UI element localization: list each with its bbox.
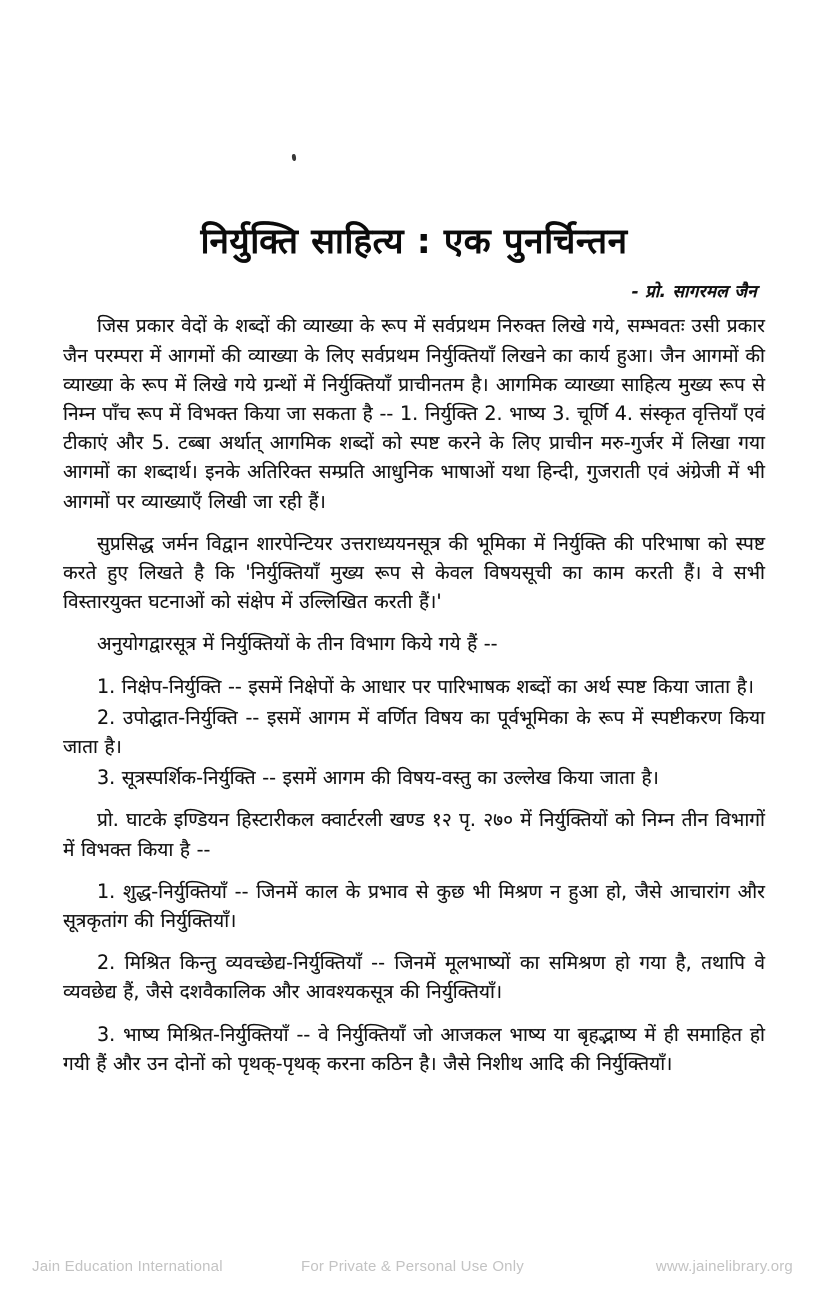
list-one-item-2: 2. उपोद्घात-निर्युक्ति -- इसमें आगम में वर्णित विषय का पूर्वभूमिका के रूप में स्पष्टीकरण किया जाता है।	[63, 705, 765, 758]
list-two-item-2: 2. मिश्रित किन्तु व्यवच्छेद्य-निर्युक्तियाँ -- जिनमें मूलभाष्यों का समिश्रण हो गया है, तथापि वे व्यवछेद्य हैं, जैसे दशवैकालिक और आवश्यकसूत्र की निर्युक्तियाँ।	[63, 951, 765, 1004]
footer-organization: Jain Education International	[32, 1258, 223, 1275]
list-one-item-3: 3. सूत्रस्पर्शिक-निर्युक्ति -- इसमें आगम की विषय-वस्तु का उल्लेख किया जाता है।	[97, 766, 659, 790]
paragraph-intro-agamic-literature: जिस प्रकार वेदों के शब्दों की व्याख्या के रूप में सर्वप्रथम निरुक्त लिखे गये, सम्भवतः उसी प्रकार जैन परम्परा में आगमों की व्याख्या के लिए सर्वप्रथम निर्युक्तियाँ लिखने का कार्य हुआ। जैन आगमों की व्याख्या के रूप में लिखे गये ग्रन्थों में निर्युक्तियाँ प्राचीनतम है। आगमिक व्याख्या साहित्य मुख्य रूप से निम्न पाँच रूप में विभक्त किया जा सकता है -- 1. निर्युक्ति 2. भाष्य 3. चूर्णि 4. संस्कृत वृत्तियाँ एवं टीकाएं और 5. टब्बा अर्थात् आगमिक शब्दों को स्पष्ट करने के लिए प्राचीन मरु-गुर्जर में लिखा गया आगमों का शब्दार्थ। इनके अतिरिक्त सम्प्रति आधुनिक भाषाओं यथा हिन्दी, गुजराती एवं अंग्रेजी में भी आगमों पर व्याख्याएँ लिखी जा रही हैं।	[63, 314, 765, 513]
paragraph-anuyogadvara-intro: अनुयोगद्वारसूत्र में निर्युक्तियों के तीन विभाग किये गये हैं --	[97, 632, 498, 656]
page-title: निर्युक्ति साहित्य : एक पुनर्चिन्तन	[200, 222, 628, 262]
list-two-item-1: 1. शुद्ध-निर्युक्तियाँ -- जिनमें काल के प्रभाव से कुछ भी मिश्रण न हुआ हो, जैसे आचारांग और सूत्रकृतांग की निर्युक्तियाँ।	[63, 879, 765, 932]
page-content	[63, 0, 765, 1078]
footer-website-url[interactable]: www.jainelibrary.org	[655, 1258, 793, 1275]
page-footer	[0, 1258, 828, 1275]
author-byline: - प्रो. सागरमल जैन	[631, 282, 757, 303]
list-one-item-1: 1. निक्षेप-निर्युक्ति -- इसमें निक्षेपों के आधार पर पारिभाषक शब्दों का अर्थ स्पष्ट किया जाता है।	[97, 674, 755, 698]
list-two-item-3: 3. भाष्य मिश्रित-निर्युक्तियाँ -- वे निर्युक्तियाँ जो आजकल भाष्य या बृहद्भाष्य में ही समाहित हो गयी हैं और उन दोनों को पृथक्-पृथक् करना कठिन है। जैसे निशीथ आदि की निर्युक्तियाँ।	[63, 1022, 765, 1075]
paragraph-ghatke-intro: प्रो. घाटके इण्डियन हिस्टारीकल क्वार्टरली खण्ड १२ पृ. २७० में निर्युक्तियों को निम्न तीन विभागों में विभक्त किया है --	[63, 808, 765, 861]
paragraph-charpentier-definition: सुप्रसिद्ध जर्मन विद्वान शारपेन्टियर उत्तराध्ययनसूत्र की भूमिका में निर्युक्ति की परिभाषा को स्पष्ट करते हुए लिखते है कि 'निर्युक्तियाँ मुख्य रूप से केवल विषयसूची का काम करती हैं। वे सभी विस्तारयुक्त घटनाओं को संक्षेप में उल्लिखित करती हैं।'	[63, 531, 765, 614]
footer-usage-notice: For Private & Personal Use Only	[301, 1258, 524, 1275]
